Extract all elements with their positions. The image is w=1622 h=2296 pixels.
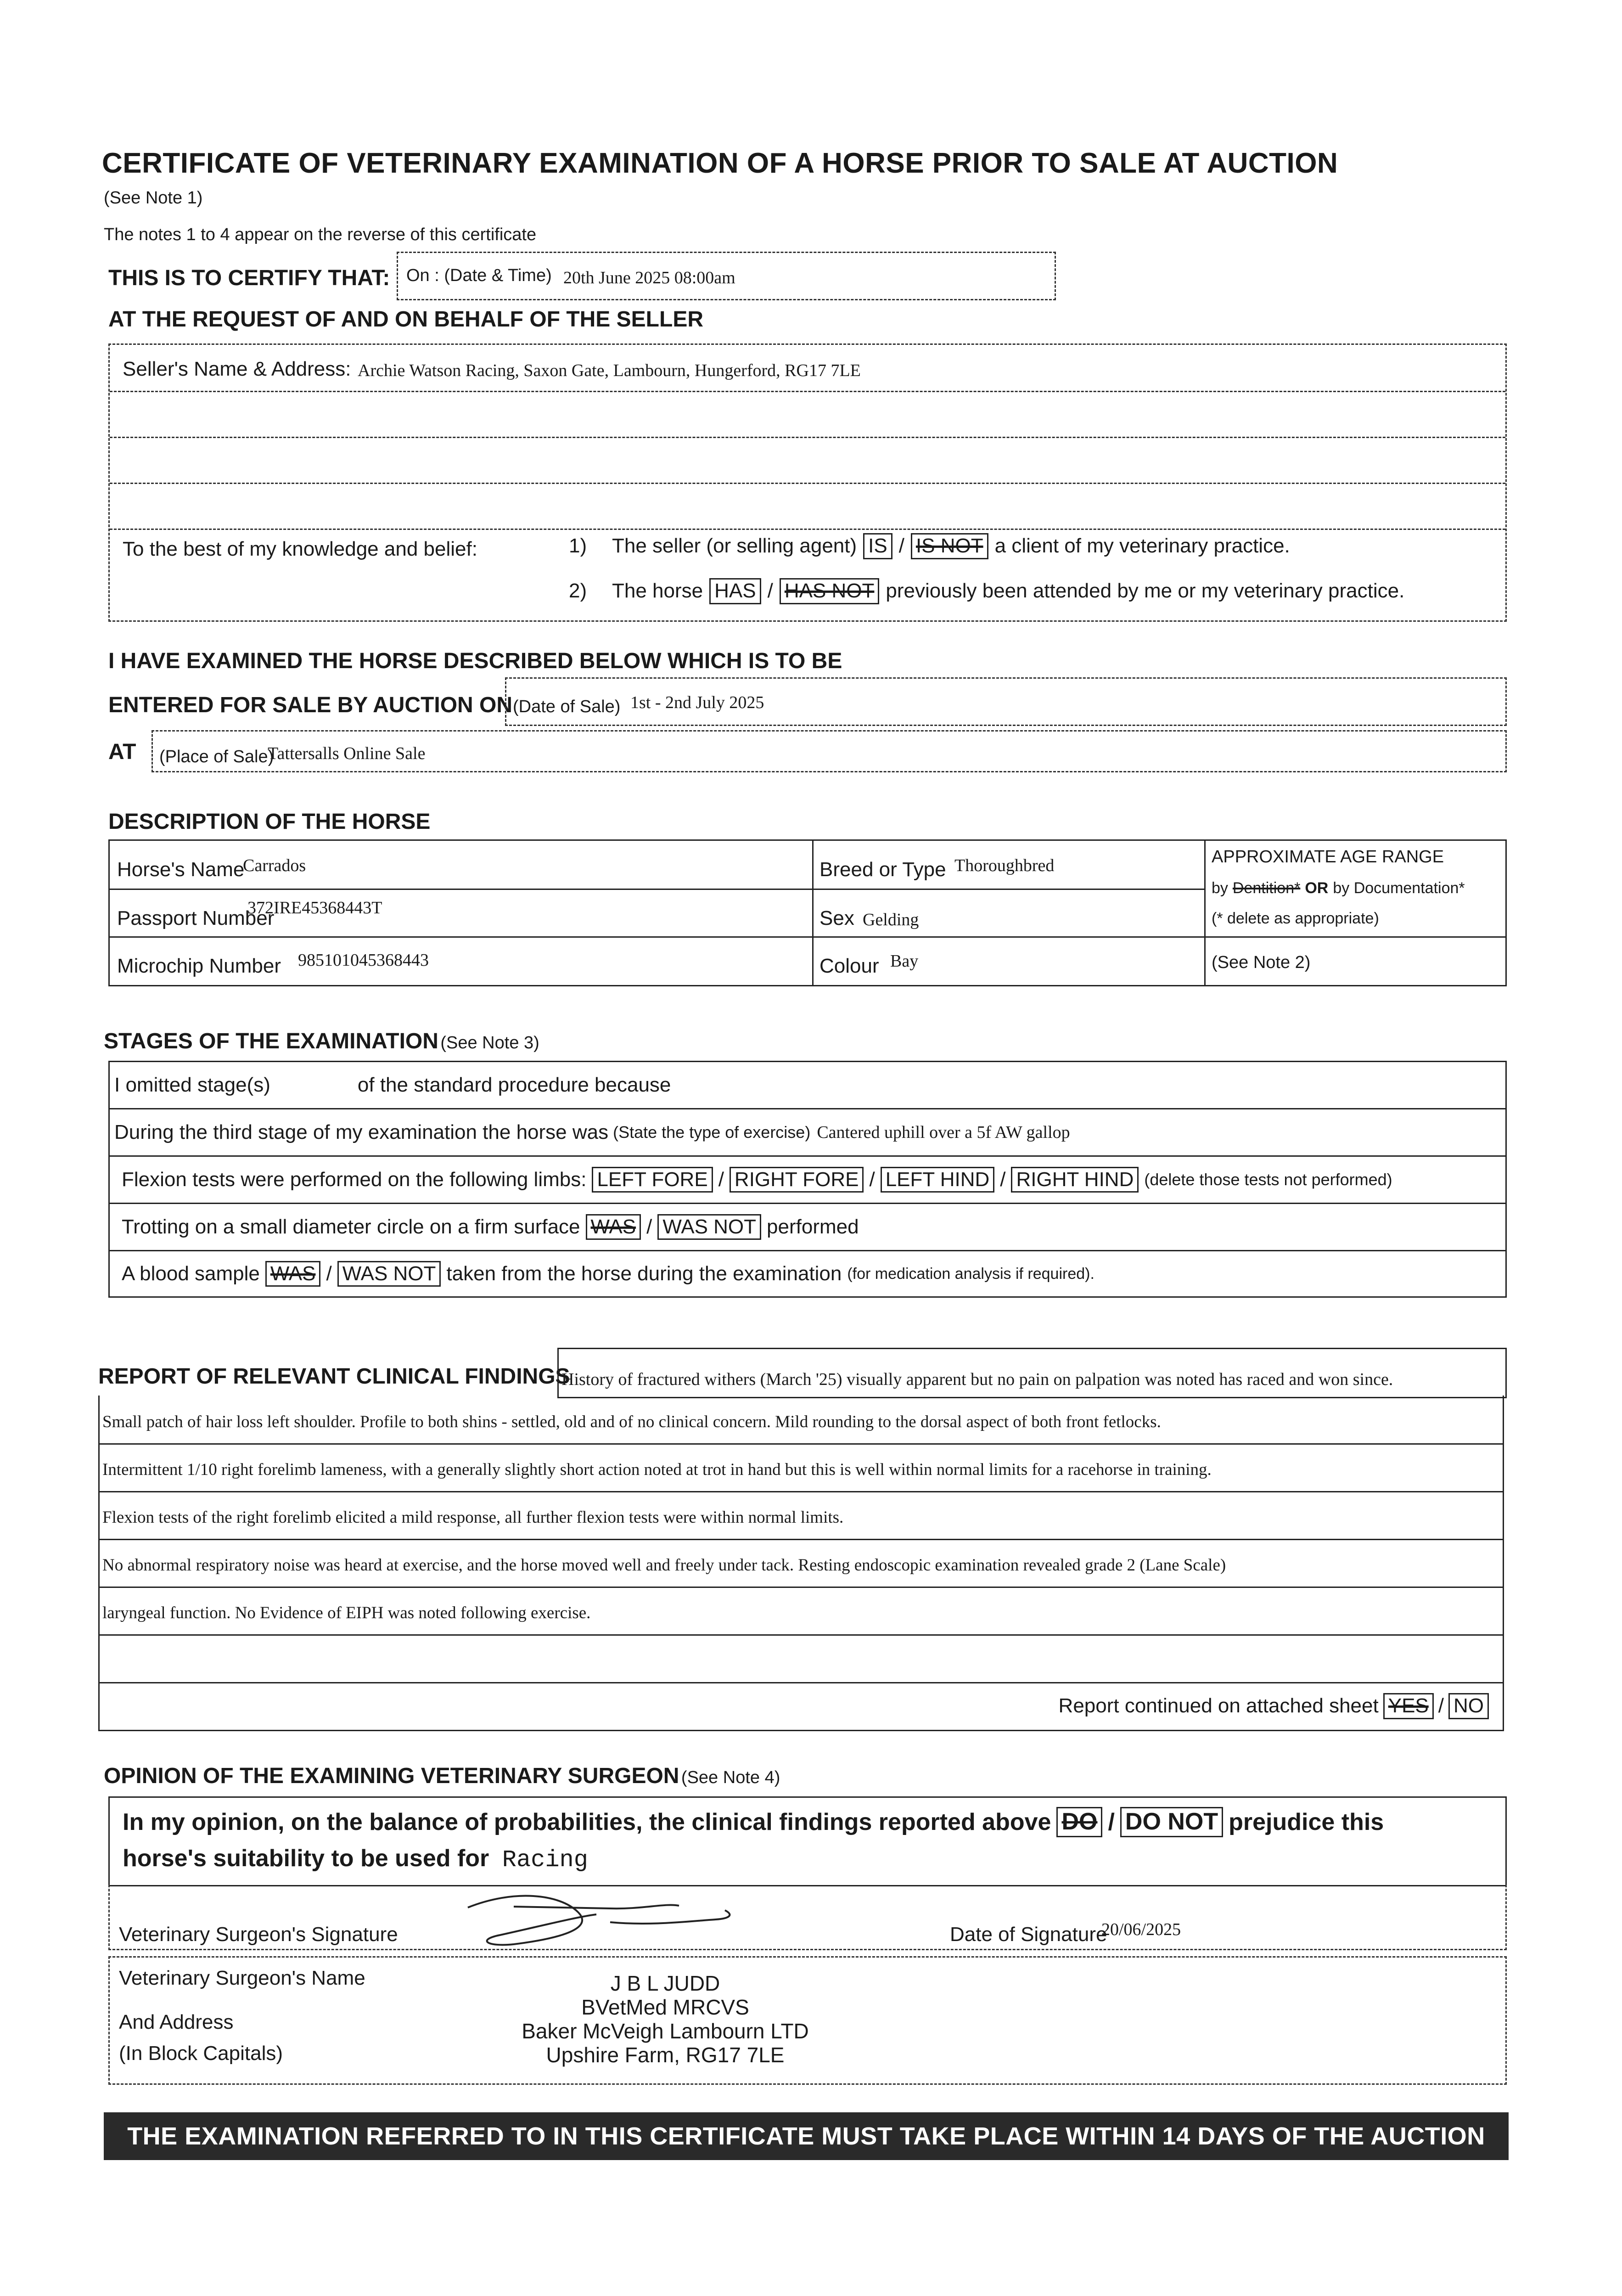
client-statement xyxy=(569,533,1290,559)
third-stage-pre: During the third stage of my examination the horse was xyxy=(114,1121,609,1143)
sex-value: Gelding xyxy=(863,910,919,929)
footer-banner-text: THE EXAMINATION REFERRED TO IN THIS CERTIFICATE MUST TAKE PLACE WITHIN 14 DAYS OF THE AUCTION xyxy=(127,2122,1485,2150)
report-line xyxy=(557,1348,1507,1398)
vet-address-block xyxy=(459,1971,872,2067)
separator: / xyxy=(718,1168,724,1191)
seller-value: Archie Watson Racing, Saxon Gate, Lambourn, Hungerford, RG17 7LE xyxy=(358,361,861,380)
sale-line-2: ENTERED FOR SALE BY AUCTION ON xyxy=(108,693,513,717)
stages-table xyxy=(108,1061,1507,1298)
breed-value: Thoroughbred xyxy=(954,856,1055,875)
sale-date-label: (Date of Sale) xyxy=(513,697,621,716)
seller-row xyxy=(110,345,1505,392)
age-or: OR xyxy=(1305,879,1329,897)
exam-date-value: 20th June 2025 08:00am xyxy=(563,268,735,287)
seller-label: Seller's Name & Address: xyxy=(123,358,351,380)
opinion-use: Racing xyxy=(502,1846,588,1874)
option-is: IS xyxy=(863,533,892,559)
report-line xyxy=(98,1443,1504,1492)
sale-line-1: I HAVE EXAMINED THE HORSE DESCRIBED BELOW WHICH IS TO BE xyxy=(108,649,842,673)
blood-note: (for medication analysis if required). xyxy=(847,1265,1094,1283)
stages-title: STAGES OF THE EXAMINATION xyxy=(104,1029,438,1053)
signature-label: Veterinary Surgeon's Signature xyxy=(119,1923,398,1946)
vet-practice: Baker McVeigh Lambourn LTD xyxy=(522,2019,809,2043)
colour-value: Bay xyxy=(890,951,919,971)
sale-at-label: AT xyxy=(108,740,136,764)
report-line-text: History of fractured withers (March '25) visually apparent but no pain on palpation was noted has raced and won since. xyxy=(561,1370,1393,1389)
limb-right-fore: RIGHT FORE xyxy=(730,1167,864,1193)
limb-left-hind: LEFT HIND xyxy=(881,1167,995,1193)
signature-date-value: 20/06/2025 xyxy=(1101,1920,1181,1939)
exam-date-label: On : (Date & Time) xyxy=(406,266,552,285)
report-continued xyxy=(1059,1693,1489,1719)
report-line-text: Intermittent 1/10 right forelimb lameness, with a generally slightly short action noted at trot in hand but this is well within normal limits for a racehorse in training. xyxy=(102,1460,1212,1479)
colour-label: Colour xyxy=(819,955,879,977)
report-line xyxy=(98,1587,1504,1636)
option-has-not: HAS NOT xyxy=(780,578,880,604)
request-line: AT THE REQUEST OF AND ON BEHALF OF THE SELLER xyxy=(108,307,703,332)
notes-line: The notes 1 to 4 appear on the reverse of this certificate xyxy=(104,225,537,244)
omitted-pre: I omitted stage(s) xyxy=(114,1074,270,1096)
limb-right-hind: RIGHT HIND xyxy=(1011,1167,1139,1193)
age-delete-note: (* delete as appropriate) xyxy=(1212,910,1379,927)
vet-address: Upshire Farm, RG17 7LE xyxy=(546,2043,785,2067)
separator: / xyxy=(646,1216,652,1238)
omitted-row xyxy=(110,1062,1505,1109)
trot-pre: Trotting on a small diameter circle on a firm surface xyxy=(122,1216,580,1238)
stages-heading xyxy=(104,1029,539,1054)
separator: / xyxy=(326,1262,332,1285)
flexion-pre: Flexion tests were performed on the following limbs: xyxy=(122,1168,587,1191)
third-stage-value: Cantered uphill over a 5f AW gallop xyxy=(817,1123,1070,1142)
separator: / xyxy=(869,1168,875,1191)
separator: / xyxy=(1108,1808,1115,1835)
signature-image xyxy=(459,1889,752,1953)
vet-capitals-label: (In Block Capitals) xyxy=(119,2042,283,2065)
description-table xyxy=(108,839,1507,986)
continued-no: NO xyxy=(1448,1693,1489,1719)
report-line-text: laryngeal function. No Evidence of EIPH was noted following exercise. xyxy=(102,1604,591,1622)
report-line xyxy=(98,1491,1504,1540)
opinion-line-1 xyxy=(123,1807,1384,1837)
passport-label: Passport Number xyxy=(117,907,275,929)
age-range-title: APPROXIMATE AGE RANGE xyxy=(1212,847,1444,867)
sale-place-value: Tattersalls Online Sale xyxy=(268,744,426,763)
column-divider xyxy=(812,841,814,985)
report-lines xyxy=(98,1348,1504,1733)
report-line-text: No abnormal respiratory noise was heard at exercise, and the horse moved well and freely under tack. Resting endoscopic examination revealed grade 2 (Lane Scale) xyxy=(102,1556,1226,1575)
attended-post: previously been attended by me or my veterinary practice. xyxy=(886,580,1405,602)
trot-row xyxy=(110,1204,1505,1251)
seller-blank-line xyxy=(110,391,1505,438)
sex-label: Sex xyxy=(819,907,854,929)
separator: / xyxy=(1438,1694,1444,1717)
footer-banner xyxy=(104,2112,1509,2160)
report-line-text: Small patch of hair loss left shoulder. Profile to both shins - settled, old and of no clinical concern. Mild rounding to the dorsal aspect of both front fetlocks. xyxy=(102,1412,1161,1431)
attended-statement xyxy=(569,578,1404,604)
row-divider xyxy=(110,889,1204,890)
option-has: HAS xyxy=(709,578,761,604)
horse-name-value: Carrados xyxy=(243,856,306,875)
opinion-line-2-pre: horse's suitability to be used for xyxy=(123,1845,489,1872)
opinion-option-do: DO xyxy=(1056,1807,1102,1837)
blood-row xyxy=(110,1251,1505,1296)
age-documentation: by Documentation* xyxy=(1333,879,1465,897)
omitted-post: of the standard procedure because xyxy=(357,1074,671,1096)
client-post: a client of my veterinary practice. xyxy=(994,535,1290,557)
opinion-box xyxy=(108,1796,1507,1886)
report-line xyxy=(98,1634,1504,1683)
trot-option-was-not: WAS NOT xyxy=(657,1214,761,1240)
continued-yes: YES xyxy=(1383,1693,1434,1719)
age-by: by xyxy=(1212,879,1228,897)
seller-section xyxy=(108,343,1507,622)
opinion-option-do-not: DO NOT xyxy=(1120,1807,1223,1837)
age-range-options xyxy=(1212,879,1465,897)
breed-label: Breed or Type xyxy=(819,858,946,881)
flexion-note: (delete those tests not performed) xyxy=(1144,1170,1392,1189)
sale-place-field xyxy=(152,730,1507,772)
report-continued-row xyxy=(98,1682,1504,1731)
report-line-text: Flexion tests of the right forelimb elicited a mild response, all further flexion tests were within normal limits. xyxy=(102,1508,844,1527)
belief-label: To the best of my knowledge and belief: xyxy=(123,538,477,560)
horse-name-label: Horse's Name xyxy=(117,858,245,881)
flexion-row xyxy=(110,1157,1505,1204)
vet-address-label: And Address xyxy=(119,2011,234,2033)
page-title: CERTIFICATE OF VETERINARY EXAMINATION OF A HORSE PRIOR TO SALE AT AUCTION xyxy=(102,147,1338,179)
microchip-value: 985101045368443 xyxy=(298,951,429,970)
vet-qualifications: BVetMed MRCVS xyxy=(581,1995,749,2019)
opinion-heading xyxy=(104,1763,780,1789)
trot-post: performed xyxy=(767,1216,859,1238)
opinion-post: prejudice this xyxy=(1229,1808,1384,1835)
seller-blank-line xyxy=(110,483,1505,530)
attended-pre: The horse xyxy=(612,580,703,602)
option-is-not: IS NOT xyxy=(911,533,988,559)
stages-note: (See Note 3) xyxy=(440,1033,539,1052)
age-see-note: (See Note 2) xyxy=(1212,953,1311,972)
age-dentition: Dentition* xyxy=(1232,879,1301,897)
report-line xyxy=(98,1396,1504,1445)
separator: / xyxy=(1000,1168,1006,1191)
seller-blank-line xyxy=(110,437,1505,484)
opinion-note: (See Note 4) xyxy=(681,1768,780,1787)
vet-details xyxy=(108,1956,1507,2085)
signature-row xyxy=(108,1885,1507,1950)
vet-name: J B L JUDD xyxy=(610,1971,720,1995)
opinion-title: OPINION OF THE EXAMINING VETERINARY SURGEON xyxy=(104,1764,679,1788)
continued-label: Report continued on attached sheet xyxy=(1058,1694,1379,1717)
opinion-pre: In my opinion, on the balance of probabilities, the clinical findings reported above xyxy=(123,1808,1051,1835)
separator: / xyxy=(898,535,904,557)
third-stage-row xyxy=(110,1109,1505,1157)
item-number: 2) xyxy=(569,580,587,602)
client-pre: The seller (or selling agent) xyxy=(612,535,857,557)
column-divider xyxy=(1204,841,1206,985)
opinion-line-2 xyxy=(123,1845,588,1874)
row-divider xyxy=(110,936,1204,938)
passport-value: 372IRE45368443T xyxy=(247,898,382,917)
sale-place-label: (Place of Sale) xyxy=(159,747,274,766)
microchip-label: Microchip Number xyxy=(117,955,281,977)
third-stage-note: (State the type of exercise) xyxy=(613,1123,811,1142)
exam-date-field xyxy=(397,252,1056,300)
vet-name-label: Veterinary Surgeon's Name xyxy=(119,1967,365,1989)
sale-date-field xyxy=(505,677,1507,726)
blood-option-was: WAS xyxy=(265,1261,321,1287)
limb-left-fore: LEFT FORE xyxy=(592,1167,713,1193)
signature-date-label: Date of Signature xyxy=(950,1923,1107,1946)
certify-label: THIS IS TO CERTIFY THAT: xyxy=(108,266,390,290)
sale-date-value: 1st - 2nd July 2025 xyxy=(630,693,764,712)
separator: / xyxy=(767,580,773,602)
report-heading: REPORT OF RELEVANT CLINICAL FINDINGS xyxy=(98,1364,570,1389)
report-line xyxy=(98,1539,1504,1588)
row-divider xyxy=(1204,936,1505,938)
item-number: 1) xyxy=(569,535,587,557)
blood-pre: A blood sample xyxy=(122,1262,260,1285)
see-note-1: (See Note 1) xyxy=(104,188,203,208)
trot-option-was: WAS xyxy=(586,1214,641,1240)
blood-post: taken from the horse during the examination xyxy=(446,1262,842,1285)
description-heading: DESCRIPTION OF THE HORSE xyxy=(108,810,431,834)
blood-option-was-not: WAS NOT xyxy=(337,1261,441,1287)
